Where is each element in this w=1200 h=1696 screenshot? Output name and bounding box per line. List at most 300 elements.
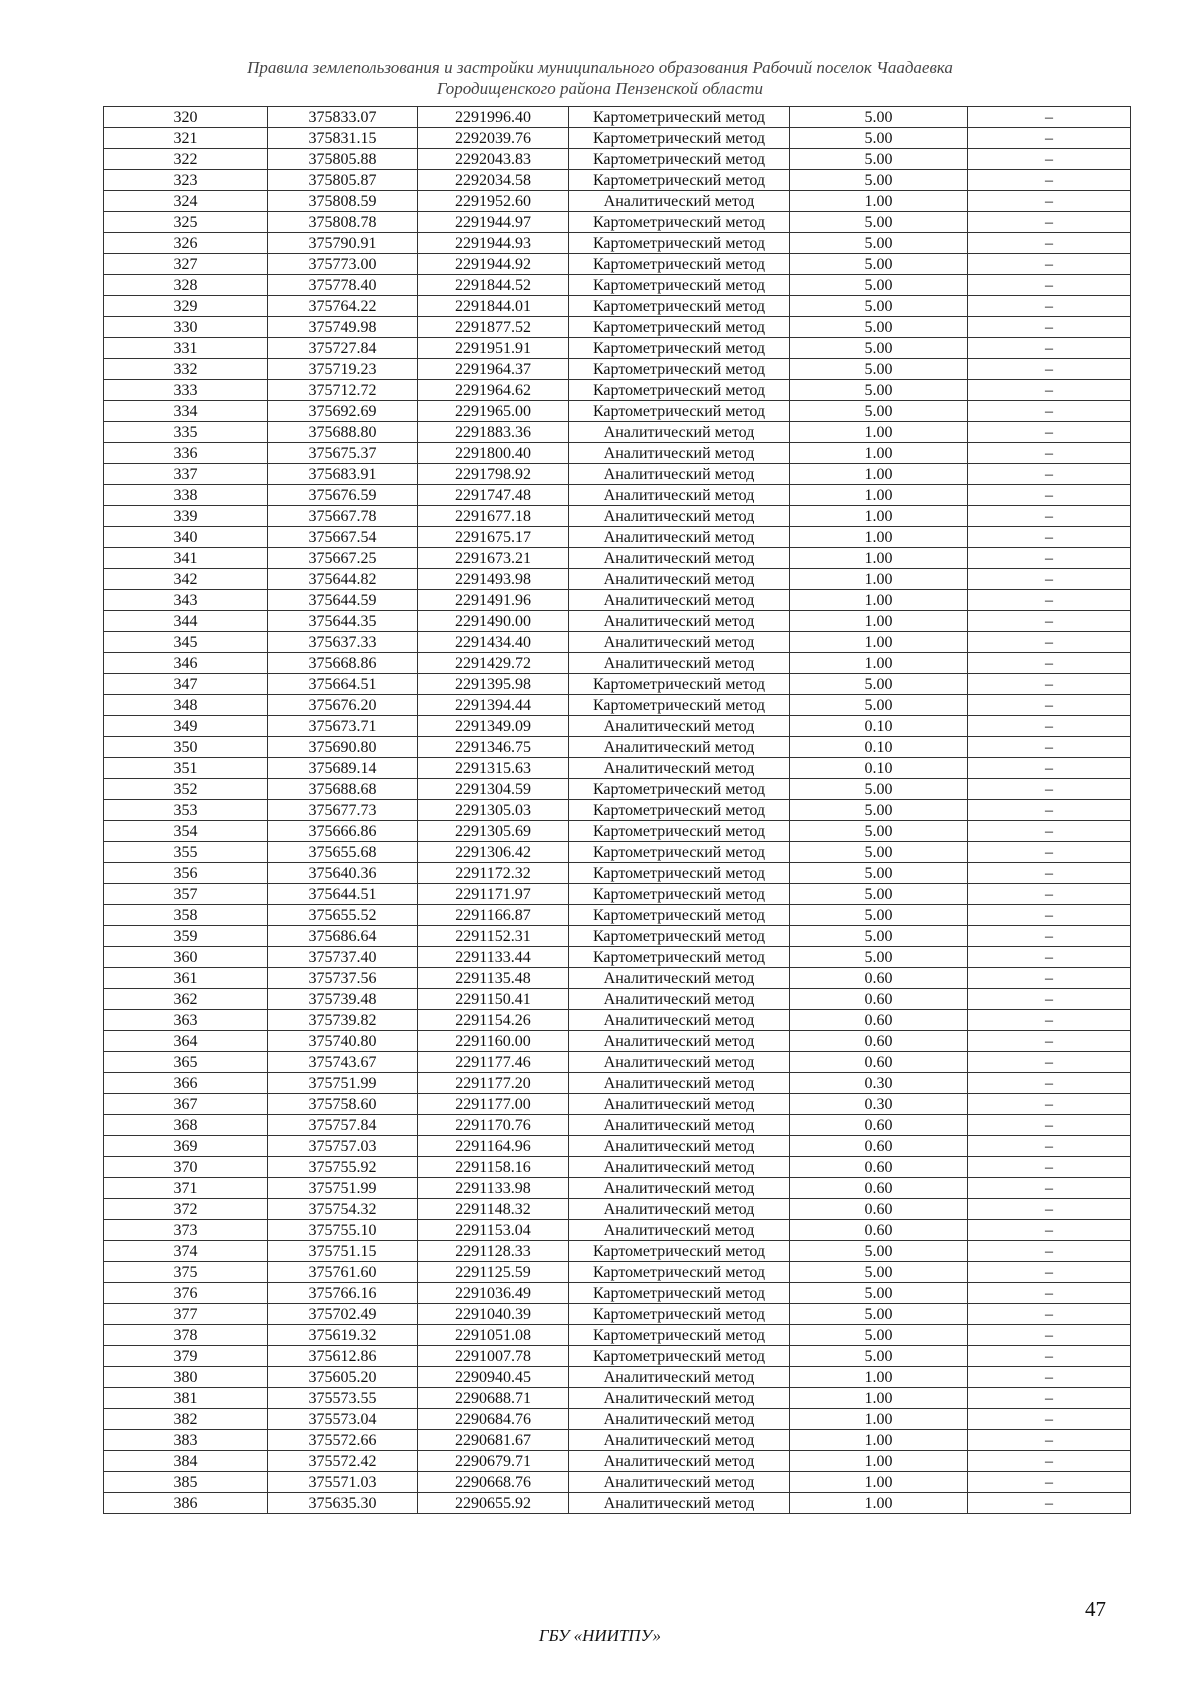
- y-coordinate-cell: 2290688.71: [418, 1388, 569, 1409]
- note-cell: –: [968, 422, 1131, 443]
- table-row: [104, 1409, 1131, 1430]
- y-coordinate-cell: 2291964.37: [418, 359, 569, 380]
- x-coordinate-cell: 375572.66: [268, 1430, 418, 1451]
- point-number-cell: 333: [104, 380, 268, 401]
- method-cell: Картометрический метод: [569, 863, 790, 884]
- y-coordinate-cell: 2291148.32: [418, 1199, 569, 1220]
- point-number-cell: 353: [104, 800, 268, 821]
- note-cell: –: [968, 1472, 1131, 1493]
- table-row: [104, 842, 1131, 863]
- point-number-cell: 335: [104, 422, 268, 443]
- y-coordinate-cell: 2291007.78: [418, 1346, 569, 1367]
- method-cell: Картометрический метод: [569, 779, 790, 800]
- accuracy-cell: 0.30: [790, 1073, 968, 1094]
- accuracy-cell: 1.00: [790, 443, 968, 464]
- method-cell: Аналитический метод: [569, 590, 790, 611]
- table-row: [104, 1115, 1131, 1136]
- table-row: [104, 338, 1131, 359]
- x-coordinate-cell: 375667.25: [268, 548, 418, 569]
- table-row: [104, 863, 1131, 884]
- x-coordinate-cell: 375655.52: [268, 905, 418, 926]
- accuracy-cell: 5.00: [790, 296, 968, 317]
- x-coordinate-cell: 375749.98: [268, 317, 418, 338]
- y-coordinate-cell: 2292034.58: [418, 170, 569, 191]
- method-cell: Аналитический метод: [569, 1472, 790, 1493]
- table-row: [104, 758, 1131, 779]
- table-row: [104, 170, 1131, 191]
- y-coordinate-cell: 2291877.52: [418, 317, 569, 338]
- note-cell: –: [968, 842, 1131, 863]
- method-cell: Аналитический метод: [569, 1136, 790, 1157]
- y-coordinate-cell: 2291164.96: [418, 1136, 569, 1157]
- method-cell: Картометрический метод: [569, 359, 790, 380]
- y-coordinate-cell: 2291800.40: [418, 443, 569, 464]
- note-cell: –: [968, 716, 1131, 737]
- y-coordinate-cell: 2291152.31: [418, 926, 569, 947]
- y-coordinate-cell: 2291675.17: [418, 527, 569, 548]
- x-coordinate-cell: 375571.03: [268, 1472, 418, 1493]
- accuracy-cell: 1.00: [790, 653, 968, 674]
- method-cell: Аналитический метод: [569, 1493, 790, 1514]
- y-coordinate-cell: 2291304.59: [418, 779, 569, 800]
- point-number-cell: 321: [104, 128, 268, 149]
- note-cell: –: [968, 1094, 1131, 1115]
- y-coordinate-cell: 2291177.00: [418, 1094, 569, 1115]
- note-cell: –: [968, 800, 1131, 821]
- x-coordinate-cell: 375688.80: [268, 422, 418, 443]
- note-cell: –: [968, 1157, 1131, 1178]
- method-cell: Аналитический метод: [569, 548, 790, 569]
- point-number-cell: 338: [104, 485, 268, 506]
- table-row: [104, 233, 1131, 254]
- coordinates-table: [103, 106, 1131, 1514]
- x-coordinate-cell: 375778.40: [268, 275, 418, 296]
- x-coordinate-cell: 375757.84: [268, 1115, 418, 1136]
- accuracy-cell: 1.00: [790, 1409, 968, 1430]
- accuracy-cell: 5.00: [790, 254, 968, 275]
- x-coordinate-cell: 375755.10: [268, 1220, 418, 1241]
- method-cell: Картометрический метод: [569, 401, 790, 422]
- point-number-cell: 361: [104, 968, 268, 989]
- point-number-cell: 347: [104, 674, 268, 695]
- point-number-cell: 332: [104, 359, 268, 380]
- point-number-cell: 359: [104, 926, 268, 947]
- method-cell: Картометрический метод: [569, 317, 790, 338]
- table-row: [104, 317, 1131, 338]
- method-cell: Картометрический метод: [569, 149, 790, 170]
- accuracy-cell: 0.60: [790, 1115, 968, 1136]
- table-row: [104, 401, 1131, 422]
- accuracy-cell: 0.60: [790, 1010, 968, 1031]
- y-coordinate-cell: 2291493.98: [418, 569, 569, 590]
- method-cell: Аналитический метод: [569, 1199, 790, 1220]
- method-cell: Картометрический метод: [569, 107, 790, 128]
- note-cell: –: [968, 989, 1131, 1010]
- note-cell: –: [968, 611, 1131, 632]
- method-cell: Аналитический метод: [569, 422, 790, 443]
- note-cell: –: [968, 128, 1131, 149]
- method-cell: Аналитический метод: [569, 1409, 790, 1430]
- x-coordinate-cell: 375739.48: [268, 989, 418, 1010]
- accuracy-cell: 5.00: [790, 212, 968, 233]
- table-row: [104, 464, 1131, 485]
- accuracy-cell: 1.00: [790, 527, 968, 548]
- accuracy-cell: 0.60: [790, 968, 968, 989]
- x-coordinate-cell: 375640.36: [268, 863, 418, 884]
- y-coordinate-cell: 2291305.03: [418, 800, 569, 821]
- table-row: [104, 590, 1131, 611]
- note-cell: –: [968, 1409, 1131, 1430]
- table-row: [104, 443, 1131, 464]
- note-cell: –: [968, 947, 1131, 968]
- method-cell: Картометрический метод: [569, 170, 790, 191]
- y-coordinate-cell: 2291883.36: [418, 422, 569, 443]
- accuracy-cell: 1.00: [790, 191, 968, 212]
- x-coordinate-cell: 375727.84: [268, 338, 418, 359]
- point-number-cell: 369: [104, 1136, 268, 1157]
- method-cell: Картометрический метод: [569, 275, 790, 296]
- point-number-cell: 379: [104, 1346, 268, 1367]
- x-coordinate-cell: 375833.07: [268, 107, 418, 128]
- y-coordinate-cell: 2291160.00: [418, 1031, 569, 1052]
- table-row: [104, 737, 1131, 758]
- table-row: [104, 1241, 1131, 1262]
- note-cell: –: [968, 212, 1131, 233]
- point-number-cell: 320: [104, 107, 268, 128]
- table-row: [104, 1346, 1131, 1367]
- point-number-cell: 346: [104, 653, 268, 674]
- x-coordinate-cell: 375688.68: [268, 779, 418, 800]
- table-row: [104, 989, 1131, 1010]
- note-cell: –: [968, 1010, 1131, 1031]
- y-coordinate-cell: 2291171.97: [418, 884, 569, 905]
- point-number-cell: 343: [104, 590, 268, 611]
- method-cell: Картометрический метод: [569, 905, 790, 926]
- table-row: [104, 506, 1131, 527]
- x-coordinate-cell: 375619.32: [268, 1325, 418, 1346]
- point-number-cell: 360: [104, 947, 268, 968]
- page-header: [0, 57, 1200, 99]
- note-cell: –: [968, 821, 1131, 842]
- note-cell: –: [968, 1199, 1131, 1220]
- method-cell: Картометрический метод: [569, 212, 790, 233]
- method-cell: Картометрический метод: [569, 947, 790, 968]
- point-number-cell: 328: [104, 275, 268, 296]
- y-coordinate-cell: 2291394.44: [418, 695, 569, 716]
- accuracy-cell: 5.00: [790, 674, 968, 695]
- accuracy-cell: 5.00: [790, 695, 968, 716]
- method-cell: Картометрический метод: [569, 1262, 790, 1283]
- note-cell: –: [968, 905, 1131, 926]
- table-row: [104, 1388, 1131, 1409]
- method-cell: Картометрический метод: [569, 1346, 790, 1367]
- accuracy-cell: 0.60: [790, 1052, 968, 1073]
- point-number-cell: 322: [104, 149, 268, 170]
- note-cell: –: [968, 590, 1131, 611]
- method-cell: Аналитический метод: [569, 1094, 790, 1115]
- point-number-cell: 385: [104, 1472, 268, 1493]
- accuracy-cell: 1.00: [790, 632, 968, 653]
- x-coordinate-cell: 375644.35: [268, 611, 418, 632]
- x-coordinate-cell: 375831.15: [268, 128, 418, 149]
- note-cell: –: [968, 695, 1131, 716]
- y-coordinate-cell: 2291153.04: [418, 1220, 569, 1241]
- x-coordinate-cell: 375655.68: [268, 842, 418, 863]
- y-coordinate-cell: 2291154.26: [418, 1010, 569, 1031]
- x-coordinate-cell: 375686.64: [268, 926, 418, 947]
- point-number-cell: 340: [104, 527, 268, 548]
- table-row: [104, 1220, 1131, 1241]
- x-coordinate-cell: 375644.82: [268, 569, 418, 590]
- method-cell: Аналитический метод: [569, 737, 790, 758]
- x-coordinate-cell: 375702.49: [268, 1304, 418, 1325]
- x-coordinate-cell: 375664.51: [268, 674, 418, 695]
- table-row: [104, 779, 1131, 800]
- point-number-cell: 334: [104, 401, 268, 422]
- method-cell: Аналитический метод: [569, 464, 790, 485]
- y-coordinate-cell: 2291166.87: [418, 905, 569, 926]
- note-cell: –: [968, 548, 1131, 569]
- x-coordinate-cell: 375635.30: [268, 1493, 418, 1514]
- table-row: [104, 1157, 1131, 1178]
- x-coordinate-cell: 375751.99: [268, 1178, 418, 1199]
- y-coordinate-cell: 2291346.75: [418, 737, 569, 758]
- table-row: [104, 1178, 1131, 1199]
- table-row: [104, 380, 1131, 401]
- accuracy-cell: 5.00: [790, 905, 968, 926]
- point-number-cell: 370: [104, 1157, 268, 1178]
- accuracy-cell: 1.00: [790, 1451, 968, 1472]
- note-cell: –: [968, 1241, 1131, 1262]
- method-cell: Картометрический метод: [569, 1325, 790, 1346]
- note-cell: –: [968, 275, 1131, 296]
- y-coordinate-cell: 2290668.76: [418, 1472, 569, 1493]
- note-cell: –: [968, 968, 1131, 989]
- x-coordinate-cell: 375757.03: [268, 1136, 418, 1157]
- accuracy-cell: 5.00: [790, 842, 968, 863]
- accuracy-cell: 1.00: [790, 1493, 968, 1514]
- x-coordinate-cell: 375808.59: [268, 191, 418, 212]
- method-cell: Аналитический метод: [569, 968, 790, 989]
- y-coordinate-cell: 2291944.92: [418, 254, 569, 275]
- y-coordinate-cell: 2291944.93: [418, 233, 569, 254]
- accuracy-cell: 1.00: [790, 422, 968, 443]
- table-row: [104, 884, 1131, 905]
- method-cell: Аналитический метод: [569, 1451, 790, 1472]
- point-number-cell: 373: [104, 1220, 268, 1241]
- accuracy-cell: 1.00: [790, 569, 968, 590]
- note-cell: –: [968, 506, 1131, 527]
- y-coordinate-cell: 2291128.33: [418, 1241, 569, 1262]
- method-cell: Картометрический метод: [569, 254, 790, 275]
- point-number-cell: 345: [104, 632, 268, 653]
- y-coordinate-cell: 2291036.49: [418, 1283, 569, 1304]
- point-number-cell: 384: [104, 1451, 268, 1472]
- note-cell: –: [968, 1136, 1131, 1157]
- note-cell: –: [968, 1052, 1131, 1073]
- y-coordinate-cell: 2292039.76: [418, 128, 569, 149]
- note-cell: –: [968, 1031, 1131, 1052]
- note-cell: –: [968, 737, 1131, 758]
- x-coordinate-cell: 375740.80: [268, 1031, 418, 1052]
- method-cell: Аналитический метод: [569, 611, 790, 632]
- x-coordinate-cell: 375675.37: [268, 443, 418, 464]
- accuracy-cell: 0.60: [790, 1220, 968, 1241]
- accuracy-cell: 1.00: [790, 464, 968, 485]
- x-coordinate-cell: 375677.73: [268, 800, 418, 821]
- table-row: [104, 212, 1131, 233]
- x-coordinate-cell: 375683.91: [268, 464, 418, 485]
- accuracy-cell: 1.00: [790, 590, 968, 611]
- accuracy-cell: 5.00: [790, 863, 968, 884]
- accuracy-cell: 5.00: [790, 107, 968, 128]
- method-cell: Аналитический метод: [569, 443, 790, 464]
- method-cell: Аналитический метод: [569, 1031, 790, 1052]
- accuracy-cell: 5.00: [790, 1304, 968, 1325]
- note-cell: –: [968, 233, 1131, 254]
- method-cell: Аналитический метод: [569, 1367, 790, 1388]
- y-coordinate-cell: 2291952.60: [418, 191, 569, 212]
- x-coordinate-cell: 375751.99: [268, 1073, 418, 1094]
- x-coordinate-cell: 375573.04: [268, 1409, 418, 1430]
- point-number-cell: 362: [104, 989, 268, 1010]
- table-row: [104, 107, 1131, 128]
- note-cell: –: [968, 1367, 1131, 1388]
- x-coordinate-cell: 375572.42: [268, 1451, 418, 1472]
- x-coordinate-cell: 375751.15: [268, 1241, 418, 1262]
- accuracy-cell: 5.00: [790, 1283, 968, 1304]
- table-row: [104, 1031, 1131, 1052]
- point-number-cell: 386: [104, 1493, 268, 1514]
- method-cell: Аналитический метод: [569, 1178, 790, 1199]
- method-cell: Аналитический метод: [569, 527, 790, 548]
- table-row: [104, 905, 1131, 926]
- accuracy-cell: 0.60: [790, 1136, 968, 1157]
- accuracy-cell: 5.00: [790, 401, 968, 422]
- note-cell: –: [968, 170, 1131, 191]
- point-number-cell: 326: [104, 233, 268, 254]
- note-cell: –: [968, 758, 1131, 779]
- table-row: [104, 695, 1131, 716]
- table-row: [104, 191, 1131, 212]
- table-row: [104, 254, 1131, 275]
- accuracy-cell: 0.10: [790, 737, 968, 758]
- method-cell: Аналитический метод: [569, 1115, 790, 1136]
- note-cell: –: [968, 674, 1131, 695]
- method-cell: Аналитический метод: [569, 506, 790, 527]
- y-coordinate-cell: 2291673.21: [418, 548, 569, 569]
- x-coordinate-cell: 375573.55: [268, 1388, 418, 1409]
- method-cell: Аналитический метод: [569, 653, 790, 674]
- point-number-cell: 356: [104, 863, 268, 884]
- y-coordinate-cell: 2291491.96: [418, 590, 569, 611]
- table-row: [104, 1451, 1131, 1472]
- y-coordinate-cell: 2291051.08: [418, 1325, 569, 1346]
- accuracy-cell: 5.00: [790, 884, 968, 905]
- accuracy-cell: 0.60: [790, 1178, 968, 1199]
- table-row: [104, 296, 1131, 317]
- accuracy-cell: 1.00: [790, 1367, 968, 1388]
- point-number-cell: 337: [104, 464, 268, 485]
- y-coordinate-cell: 2291177.20: [418, 1073, 569, 1094]
- y-coordinate-cell: 2291677.18: [418, 506, 569, 527]
- y-coordinate-cell: 2291125.59: [418, 1262, 569, 1283]
- accuracy-cell: 0.10: [790, 758, 968, 779]
- point-number-cell: 363: [104, 1010, 268, 1031]
- point-number-cell: 342: [104, 569, 268, 590]
- point-number-cell: 383: [104, 1430, 268, 1451]
- method-cell: Картометрический метод: [569, 821, 790, 842]
- accuracy-cell: 5.00: [790, 1346, 968, 1367]
- x-coordinate-cell: 375773.00: [268, 254, 418, 275]
- table-row: [104, 1094, 1131, 1115]
- note-cell: –: [968, 926, 1131, 947]
- note-cell: –: [968, 317, 1131, 338]
- note-cell: –: [968, 863, 1131, 884]
- method-cell: Аналитический метод: [569, 191, 790, 212]
- method-cell: Картометрический метод: [569, 695, 790, 716]
- accuracy-cell: 1.00: [790, 611, 968, 632]
- method-cell: Аналитический метод: [569, 1430, 790, 1451]
- x-coordinate-cell: 375790.91: [268, 233, 418, 254]
- point-number-cell: 375: [104, 1262, 268, 1283]
- y-coordinate-cell: 2291965.00: [418, 401, 569, 422]
- method-cell: Аналитический метод: [569, 632, 790, 653]
- point-number-cell: 355: [104, 842, 268, 863]
- table-row: [104, 485, 1131, 506]
- method-cell: Аналитический метод: [569, 485, 790, 506]
- table-row: [104, 716, 1131, 737]
- point-number-cell: 364: [104, 1031, 268, 1052]
- method-cell: Аналитический метод: [569, 1052, 790, 1073]
- table-row: [104, 275, 1131, 296]
- point-number-cell: 348: [104, 695, 268, 716]
- x-coordinate-cell: 375667.54: [268, 527, 418, 548]
- table-row: [104, 1304, 1131, 1325]
- point-number-cell: 382: [104, 1409, 268, 1430]
- table-row: [104, 359, 1131, 380]
- note-cell: –: [968, 1220, 1131, 1241]
- accuracy-cell: 5.00: [790, 1241, 968, 1262]
- note-cell: –: [968, 1430, 1131, 1451]
- note-cell: –: [968, 359, 1131, 380]
- accuracy-cell: 5.00: [790, 1262, 968, 1283]
- table-row: [104, 1493, 1131, 1514]
- note-cell: –: [968, 1493, 1131, 1514]
- accuracy-cell: 5.00: [790, 821, 968, 842]
- x-coordinate-cell: 375644.59: [268, 590, 418, 611]
- note-cell: –: [968, 485, 1131, 506]
- accuracy-cell: 5.00: [790, 149, 968, 170]
- accuracy-cell: 5.00: [790, 926, 968, 947]
- table-row: [104, 1430, 1131, 1451]
- y-coordinate-cell: 2291798.92: [418, 464, 569, 485]
- note-cell: –: [968, 653, 1131, 674]
- accuracy-cell: 0.60: [790, 1157, 968, 1178]
- note-cell: –: [968, 1262, 1131, 1283]
- table-row: [104, 1472, 1131, 1493]
- note-cell: –: [968, 464, 1131, 485]
- x-coordinate-cell: 375712.72: [268, 380, 418, 401]
- method-cell: Картометрический метод: [569, 233, 790, 254]
- y-coordinate-cell: 2291158.16: [418, 1157, 569, 1178]
- x-coordinate-cell: 375761.60: [268, 1262, 418, 1283]
- accuracy-cell: 5.00: [790, 1325, 968, 1346]
- accuracy-cell: 1.00: [790, 1472, 968, 1493]
- note-cell: –: [968, 107, 1131, 128]
- table-row: [104, 128, 1131, 149]
- accuracy-cell: 0.10: [790, 716, 968, 737]
